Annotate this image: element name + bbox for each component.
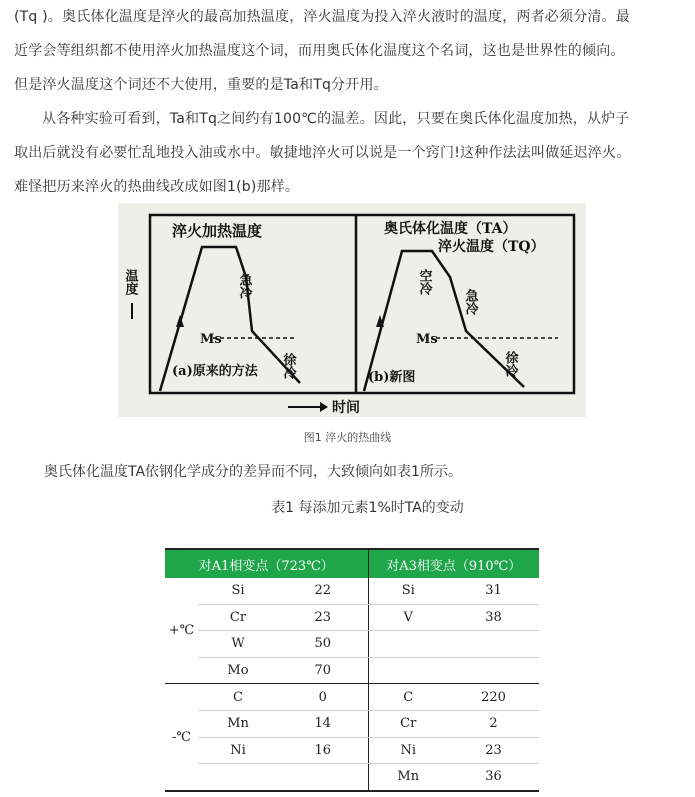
table-cell: W [198, 631, 278, 658]
table-cell: Si [198, 578, 278, 604]
paragraph-line: 但是淬火温度这个词还不大使用，重要的是Ta和Tq分开用。 [14, 77, 388, 93]
x-axis-label: 时间 [332, 400, 360, 416]
table-cell [278, 764, 368, 791]
table-cell: 70 [278, 657, 368, 684]
label-b-top1: 奥氏体化温度（TA） [384, 221, 517, 237]
paragraph-line: (Tq )。奥氏体化温度是淬火的最高加热温度，淬火温度为投入淬火液时的温度，两者必须分清。最 [14, 9, 631, 25]
table-cell: 0 [278, 684, 368, 711]
body-sentence: 奥氏体化温度TA依钢化学成分的差异而不同，大致倾向如表1所示。 [44, 464, 462, 480]
table-cell: 22 [278, 578, 368, 604]
table-cell [448, 631, 539, 658]
y-axis-label: 温度 [122, 269, 138, 295]
table-cell: C [368, 684, 448, 711]
table-cell: V [368, 604, 448, 631]
paragraph-line: 从各种实验可看到，Ta和Tq之间约有100℃的温差。因此，只要在奥氏体化温度加热，从炉子 [42, 111, 630, 127]
plus-label: +℃ [165, 578, 198, 684]
label-a-ms: Ms [200, 332, 222, 347]
table-row [165, 737, 539, 764]
table-cell: Ni [198, 737, 278, 764]
label-b-fast: 急冷 [462, 289, 478, 315]
table-cell: Mn [368, 764, 448, 791]
figure-caption: 图1 淬火的热曲线 [303, 431, 392, 444]
paragraph-line: 难怪把历来淬火的热曲线改成如图1(b)那样。 [14, 179, 300, 195]
table-row [165, 764, 539, 791]
table-row [165, 657, 539, 684]
paragraph-2 [14, 102, 690, 204]
paragraph-1 [14, 0, 690, 102]
table-cell: Cr [198, 604, 278, 631]
table-row [165, 578, 539, 604]
table-cell [448, 657, 539, 684]
label-a-slow: 徐冷 [280, 353, 296, 379]
table-row [165, 604, 539, 631]
label-b-slow: 徐冷 [502, 351, 518, 377]
table-cell [368, 631, 448, 658]
paragraph-line: 近学会等组织都不使用淬火加热温度这个词，而用奥氏体化温度这个名词，这也是世界性的倾向。 [14, 43, 625, 59]
table-cell: 23 [448, 737, 539, 764]
label-a-fast: 急冷 [236, 273, 252, 299]
ta-change-table [165, 548, 539, 792]
table-cell: C [198, 684, 278, 711]
label-b-air: 空冷 [416, 269, 432, 295]
minus-label: -℃ [165, 684, 198, 791]
paragraph-line: 取出后就没有必要忙乱地投入油或水中。敏捷地淬火可以说是一个窍门!这种作法法叫做延迟淬火。 [14, 145, 631, 161]
header-a1: 对A1相变点（723℃） [165, 549, 368, 578]
table-row [165, 710, 539, 737]
table-cell: Si [368, 578, 448, 604]
table-cell: 220 [448, 684, 539, 711]
table-cell: Cr [368, 710, 448, 737]
label-b-ms: Ms [416, 332, 438, 347]
label-a-caption: (a)原来的方法 [172, 364, 258, 379]
table-cell: 36 [448, 764, 539, 791]
table-cell: 14 [278, 710, 368, 737]
table-cell: Mn [198, 710, 278, 737]
table-row [165, 631, 539, 658]
table-cell: 38 [448, 604, 539, 631]
table-title: 表1 每添加元素1%时TA的变动 [271, 500, 464, 516]
table-cell: 2 [448, 710, 539, 737]
label-b-caption: (b)新图 [368, 370, 416, 385]
label-b-top2: 淬火温度（TQ） [438, 239, 545, 255]
table-cell: 23 [278, 604, 368, 631]
table-cell: 16 [278, 737, 368, 764]
header-a3: 对A3相变点（910℃） [368, 549, 539, 578]
table-cell: Mo [198, 657, 278, 684]
table-cell: Ni [368, 737, 448, 764]
table-cell [368, 657, 448, 684]
label-a-top: 淬火加热温度 [172, 222, 263, 240]
quench-heat-curve-figure [118, 203, 586, 417]
table-cell: 50 [278, 631, 368, 658]
table-cell [198, 764, 278, 791]
table-row [165, 684, 539, 711]
table-cell: 31 [448, 578, 539, 604]
table-header-row [165, 549, 539, 578]
